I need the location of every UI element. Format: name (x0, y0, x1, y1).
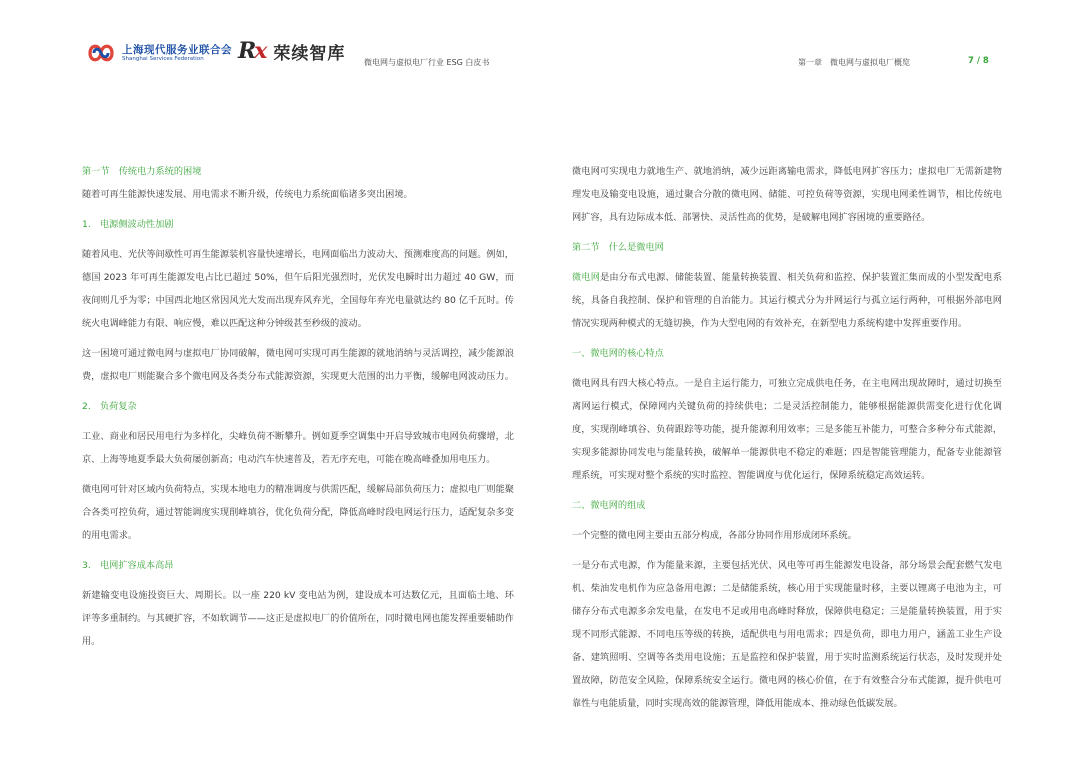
right-column (572, 160, 1002, 715)
paragraph: 新建输变电设施投资巨大、周期长。以一座 220 kV 变电站为例，建设成本可达数亿元，且面临土地、环评等多重制约。与其硬扩容，不如软调节——这正是虚拟电厂的价值所在，同时微电网也能发挥重要辅助作用。 (82, 590, 514, 647)
page-header (0, 0, 1080, 80)
definition-text: 是由分布式电源、储能装置、能量转换装置、相关负荷和监控、保护装置汇集而成的小型发配电系统，具备自我控制、保护和管理的自治能力。其运行模式分为并网运行与孤立运行两种，可根据外部电网情况实现两种模式的无缝切换，作为大型电网的有效补充，在新型电力系统构建中发挥重要作用。 (572, 272, 1003, 329)
rongxu-logo (238, 38, 345, 64)
federation-name-en: Shanghai Services Federation (122, 55, 204, 62)
paragraph: 微电网可针对区域内负荷特点，实现本地电力的精准调度与供需匹配，缓解局部负荷压力；虚拟电厂则能聚合各类可控负荷，通过智能调度实现削峰填谷，优化负荷分配，降低高峰时段电网运行压力，适配复杂多变的用电需求。 (82, 484, 514, 541)
chapter-title: 第一章 微电网与虚拟电厂概览 (798, 58, 910, 67)
defined-term: 微电网 (572, 272, 601, 283)
paragraph: 一个完整的微电网主要由五部分构成，各部分协同作用形成闭环系统。 (572, 530, 857, 541)
paragraph: 工业、商业和居民用电行为多样化，尖峰负荷不断攀升。例如夏季空调集中开启导致城市电网负荷骤增，北京、上海等地夏季最大负荷屡创新高；电动汽车快速普及，若无序充电，可能在晚高峰叠加用电压力。 (82, 431, 514, 465)
paragraph: 随着风电、光伏等间歇性可再生能源装机容量快速增长，电网面临出力波动大、预测难度高的问题。例如，德国 2023 年可再生能源发电占比已超过 50%，但午后阳光强烈时，光伏发电瞬时出力超过 40 GW，而夜间则几乎为零；中国西北地区常因风光大发而出现弃风弃光，全国每年弃光电量就达约 80 亿千瓦时。传统火电调峰能力有限、响应慢，难以匹配这种分钟级甚至秒级的波动。 (82, 249, 514, 329)
section-title: 第一节 传统电力系统的困境 (82, 166, 202, 177)
rx-mark-icon: Rx (238, 38, 266, 64)
subheading: 2. 负荷复杂 (82, 401, 137, 412)
section-title: 第二节 什么是微电网 (572, 242, 664, 253)
subheading: 1. 电源侧波动性加剧 (82, 219, 174, 230)
paragraph: 这一困境可通过微电网与虚拟电厂协同破解，微电网可实现可再生能源的就地消纳与灵活调控，减少能源浪费，虚拟电厂则能聚合多个微电网及各类分布式能源资源，实现更大范围的出力平衡，缓解电网波动压力。 (82, 348, 514, 382)
subheading: 二、微电网的组成 (572, 500, 646, 511)
federation-emblem-icon (86, 40, 116, 66)
left-column (82, 160, 514, 653)
rongxu-name: 荣续智库 (273, 43, 346, 64)
subheading: 一、微电网的核心特点 (572, 348, 664, 359)
paragraph: 微电网具有四大核心特点。一是自主运行能力，可独立完成供电任务，在主电网出现故障时，通过切换至离网运行模式，保障网内关键负荷的持续供电；二是灵活控制能力，能够根据能源供需变化进行优化调度，实现削峰填谷、负荷跟踪等功能，提升能源利用效率；三是多能互补能力，可整合多种分布式能源，实现多能源协同发电与能量转换，破解单一能源供电不稳定的难题；四是智能管理能力，配备专业能源管理系统，可实现对整个系统的实时监控、智能调度与优化运行，保障系统稳定高效运转。 (572, 378, 1002, 481)
paragraph: 一是分布式电源，作为能量来源，主要包括光伏、风电等可再生能源发电设备，部分场景会配套燃气发电机、柴油发电机作为应急备用电源；二是储能系统，核心用于实现能量时移，主要以锂离子电池为主，可储存分布式电源多余发电量，在发电不足或用电高峰时释放，保障供电稳定；三是能量转换装置，用于实现不同形式能源、不同电压等级的转换，适配供电与用电需求；四是负荷，即电力用户，涵盖工业生产设备、建筑照明、空调等各类用电设施；五是监控和保护装置，用于实时监测系统运行状态，及时发现并处置故障，防范安全风险，保障系统安全运行。微电网的核心价值，在于有效整合分布式能源，提升供电可靠性与电能质量，同时实现高效的能源管理，降低用能成本、推动绿色低碳发展。 (572, 560, 1002, 709)
federation-logo (86, 40, 232, 66)
document-title: 微电网与虚拟电厂行业 ESG 白皮书 (364, 58, 490, 67)
subheading: 3. 电网扩容成本高昂 (82, 560, 174, 571)
federation-name-cn: 上海现代服务业联合会 (122, 43, 232, 56)
paragraph: 微电网可实现电力就地生产、就地消纳，减少远距离输电需求，降低电网扩容压力；虚拟电厂无需新建物理发电及输变电设施，通过聚合分散的微电网、储能、可控负荷等资源，实现电网柔性调节，相比传统电网扩容，具有边际成本低、部署快、灵活性高的优势，是破解电网扩容困境的重要路径。 (572, 166, 1002, 223)
definition-paragraph (572, 266, 1002, 335)
page-number: 7 / 8 (968, 56, 989, 66)
intro-paragraph: 随着可再生能源快速发展、用电需求不断升级，传统电力系统面临诸多突出困境。 (82, 189, 413, 200)
